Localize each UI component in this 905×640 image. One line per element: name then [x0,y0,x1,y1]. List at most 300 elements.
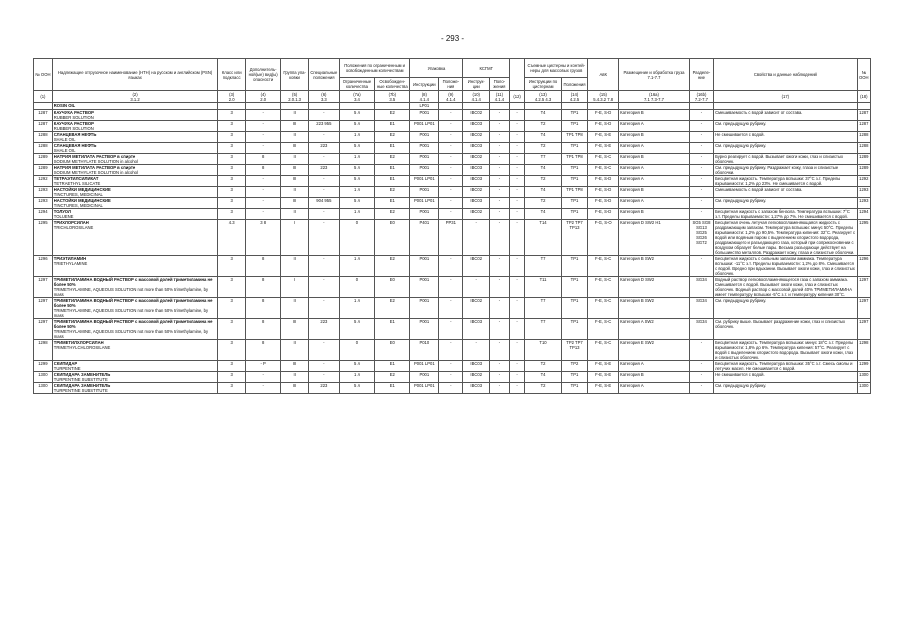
cell-seg: - [689,165,713,176]
cell-name [52,176,218,187]
cell-pg: II [281,110,309,121]
cell-eq: E2 [375,154,410,165]
cell-sp: - [308,154,339,165]
column-number-label: (2) [132,91,138,97]
cell-ibc: IBC02 [463,256,490,277]
cell-seg: - [689,198,713,209]
cell-sp: 223 955 [308,121,339,132]
cell-cls: 4.3 [218,220,246,256]
cell-un2: 1300 [857,383,870,394]
cell-lq: 5 л [339,198,374,209]
cell-eq: E0 [375,340,410,361]
cell-pg: II [281,340,309,361]
cell-prop: Бесцветная очень летучая легковоспламеняющаяся жидкость с раздражающим запахом. Температура вспышки: минус 50°С. Пределы взрываемости: 1,2% до 90,5%. Температура кипения: 32°С. Реагирует с водой или водяным паром с выделением хлористого водорода, раздражающего и разъедающего газа, который при соприкосновении с воздухом образует белые пары. Весьма разъедающе действует на большинство металлов. Раздражает кожу, глаза и слизистые оболочки. [715,220,856,255]
cell-ibc: IBC02 [463,132,490,143]
hdr-ibc-instr: Инструк-ции [463,78,490,91]
cell-c12: - [509,121,524,132]
cell-seg: - [689,143,713,154]
cell-un: 1292 [34,176,53,187]
cell-ti: T4 [525,165,561,176]
cell-lq: 5 л [339,176,374,187]
cell-un: 1289 [34,165,53,176]
cell-ti [525,103,561,110]
column-number [308,91,339,103]
cell-un: 1299 [34,361,53,372]
cell-pg: II [281,209,309,220]
cell-tp: TP1 [561,176,588,187]
cell-eq: E1 [375,165,410,176]
cell-sub: - [245,198,280,209]
cell-pi: LP01 [410,103,439,110]
cell-lq: 1 л [339,132,374,143]
name-english: TURPENTINE [53,366,81,371]
cell-sub: - [245,176,280,187]
cell-un: 1287 [34,110,53,121]
cell-sp: - [308,132,339,143]
cell-ti: T7 [525,319,561,340]
cell-un2: 1287 [857,110,870,121]
cell-seg: - [689,132,713,143]
cell-prop: См. предыдущую рубрику. [714,143,858,154]
cell-sub: 8 [245,340,280,361]
cell-pg: I [281,277,309,298]
cell-un2: 1293 [857,187,870,198]
cell-cls: 3 [218,154,246,165]
cell-ems: F-E, S-D [588,209,619,220]
cell-cls: 3 [218,176,246,187]
cell-ems [588,103,619,110]
cell-eq: E0 [375,277,410,298]
cell-cls: 3 [218,132,246,143]
cell-eq: E1 [375,143,410,154]
cell-name [52,298,218,319]
cell-pg: III [281,121,309,132]
cell-stow: Категория A [619,361,690,372]
cell-tp: TP1 [561,319,588,340]
cell-stow: Категория B [619,372,690,383]
column-number [245,91,280,103]
cell-cls: 3 [218,187,246,198]
cell-ibc: IBC02 [463,110,490,121]
cell-tp: TP1 TP8 [561,187,588,198]
cell-pi: P001 LP01 [410,361,439,372]
cell-name [52,209,218,220]
table-row [34,176,871,187]
cell-un2: 1288 [857,132,870,143]
hdr-packaging: Упаковка [410,59,463,78]
column-reference: 7.2-7.7 [694,96,708,102]
hdr-stowage: Размещение и обработка груза 7.1-7.7 [619,59,690,91]
name-russian: КАУЧУКА РАСТВОР [53,121,94,126]
cell-name [52,383,218,394]
column-reference: 2.0 [260,96,267,102]
cell-eq: E2 [375,209,410,220]
cell-pp: - [439,298,463,319]
cell-ibp: - [489,121,509,132]
cell-ems: F-E, S-D [588,187,619,198]
cell-sub: - [245,209,280,220]
column-number [34,91,53,103]
cell-c12: - [509,277,524,298]
cell-ti: T11 [525,277,561,298]
column-number-label: (4) [260,91,266,97]
name-russian: ТРИМЕТИЛАМИНА ВОДНЫЙ РАСТВОР с массовой долей триметиламина не более 50% [53,277,213,287]
column-reference: 5.4.3.2 7.8 [593,96,614,102]
cell-ems: F-E, S-C [588,154,619,165]
page-number: - 293 - [440,34,465,43]
cell-ti: T4 [525,372,561,383]
name-russian: СКИПИДАРА ЗАМЕНИТЕЛЬ [53,383,111,388]
hdr-tank-prov: Положения [561,78,588,91]
cell-seg: SG5 SG8 SG13 SG25 SG26 SG72 [689,220,713,256]
cell-seg: - [689,110,713,121]
cell-pg: III [281,165,309,176]
column-number [463,91,490,103]
column-number-label: (7b) [388,91,397,97]
cell-ems: F-E, S-D [588,198,619,209]
cell-pp: - [439,132,463,143]
cell-sub: - [245,187,280,198]
cell-prop: Водный раствор легковоспламеняющегося газа с запахом аммиака. Смешивается с водой. Вызывает ожоги кожи, глаз и слизистых оболочек. Водный раствор с массовой долей 40% ТРИМЕТИЛАМИНА имеет температуру вспышки -5°С з.т. и температуру кипения 30°С. [714,277,858,298]
name-russian: ТРИХЛОРСИЛАН [53,220,89,225]
hdr-ibc: КСГМГ [463,59,509,78]
cell-ti: T2 [525,143,561,154]
name-russian: ТРИМЕТИЛАМИНА ВОДНЫЙ РАСТВОР с массовой долей триметиламина не более 50% [53,319,213,329]
cell-un: 1298 [34,340,53,361]
hdr-un-no: № ООН [34,59,53,91]
table-row [34,154,871,165]
column-reference: 4.1.4 [446,96,456,102]
cell-sub: - [245,132,280,143]
cell-ibp: - [489,277,509,298]
cell-pp: - [439,256,463,277]
cell-un2: 1293 [857,198,870,209]
cell-un: 1297 [34,298,53,319]
cell-ibp: - [489,143,509,154]
cell-stow: Категория B [619,132,690,143]
cell-stow: Категория B [619,187,690,198]
cell-un: 1288 [34,132,53,143]
cell-ti: T10 [525,340,561,361]
cell-un2: 1297 [857,298,870,319]
cell-ibc: IBC03 [463,383,490,394]
cell-lq [339,103,374,110]
cell-tp: TP1 [561,383,588,394]
cell-lq: 5 л [339,143,374,154]
cell-ems: F-E, S-E [588,361,619,372]
table-row [34,198,871,209]
cell-ibp: - [489,198,509,209]
cell-pg: II [281,187,309,198]
cell-ibp: - [489,132,509,143]
cell-ti: T4 [525,187,561,198]
cell-c12: - [509,176,524,187]
table-row [34,103,871,110]
cell-tp: TP1 [561,198,588,209]
cell-un2: 1300 [857,372,870,383]
column-number-label: (5) [292,91,298,97]
cell-ibc: IBC02 [463,154,490,165]
cell-ibp: - [489,383,509,394]
name-english: SHALE OIL [53,148,76,153]
cell-prop: См. рубрику выше. Вызывает раздражение кожи, глаз и слизистых оболочек. [714,319,858,340]
cell-prop: Не смешивается с водой. [714,132,858,143]
name-english: TOLUENE [53,214,74,219]
name-english: TRIETHYLAMINE [53,261,88,266]
name-russian: СЛАНЦЕВАЯ НЕФТЬ [53,143,97,148]
cell-seg: - [689,361,713,372]
cell-c12: - [509,298,524,319]
cell-un2 [857,103,870,110]
cell-pg: III [281,383,309,394]
cell-ems: F-E, S-E [588,383,619,394]
cell-un: 1300 [34,383,53,394]
cell-lq: 1 л [339,372,374,383]
cell-un2: 1297 [857,277,870,298]
cell-ti: T4 [525,209,561,220]
cell-eq: E2 [375,132,410,143]
hdr-add-hazard: Дополнитель-ной(ые) вид(ы) опасности [245,59,280,91]
table-row [34,209,871,220]
cell-cls: 3 [218,165,246,176]
cell-cls: 3 [218,198,246,209]
cell-ibp: - [489,298,509,319]
cell-c12: - [509,256,524,277]
cell-sub: 8 [245,319,280,340]
column-number [561,91,588,103]
cell-ti: T7 [525,256,561,277]
cell-ibp: - [489,154,509,165]
cell-pi: P001 [410,277,439,298]
cell-c12: - [509,154,524,165]
column-number-label: (1) [40,94,46,99]
cell-pg: III [281,361,309,372]
name-russian: НАСТОЙКИ МЕДИЦИНСКИЕ [53,198,111,203]
cell-pi: P001 [410,209,439,220]
table-row [34,165,871,176]
cell-prop: См. предыдущую рубрику. [714,298,858,319]
cell-ems: F-E, S-D [588,110,619,121]
cell-tp: TP2 [561,361,588,372]
column-reference: 2.0 [228,96,235,102]
cell-c12: - [509,187,524,198]
table-row [34,121,871,132]
cell-ibp: - [489,209,509,220]
cell-c12: - [509,110,524,121]
cell-sp: - [308,110,339,121]
column-number [689,91,713,103]
cell-eq: E1 [375,121,410,132]
table-row [34,361,871,372]
cell-ibc: IBC02 [463,209,490,220]
cell-pg: III [281,176,309,187]
cell-ibp: - [489,340,509,361]
name-english: TETRAETHYL SILICATE [53,181,101,186]
hdr-pack-group: Группа упа-ковки [281,59,309,91]
hdr-ibc-prov: Поло-жения [489,78,509,91]
cell-stow: Категория B [619,110,690,121]
cell-un2: 1289 [857,154,870,165]
column-number [588,91,619,103]
cell-sp: - [308,176,339,187]
cell-ibp: - [489,256,509,277]
cell-ti: T2 [525,176,561,187]
cell-seg: SG34 [689,298,713,319]
cell-cls: 3 [218,319,246,340]
cell-lq: 5 л [339,121,374,132]
hdr-class: Класс или подкласс [218,59,246,91]
cell-eq: E2 [375,187,410,198]
cell-ibc: IBC03 [463,361,490,372]
cell-lq: 1 л [339,209,374,220]
cell-tp: TP1 [561,298,588,319]
cell-pp: - [439,340,463,361]
cell-ti: T4 [525,132,561,143]
cell-ibp: - [489,361,509,372]
cell-sub: - P [245,361,280,372]
cell-name [52,361,218,372]
cell-name [52,103,218,110]
cell-tp: TP1 [561,143,588,154]
name-russian: ТРИМЕТИЛАМИНА ВОДНЫЙ РАСТВОР с массовой долей триметиламина не более 50% [53,298,213,308]
column-number [489,91,509,103]
cell-sub: 3 8 [245,220,280,256]
cell-ems: F-E, S-C [588,165,619,176]
column-number-row [34,91,871,103]
cell-eq: E2 [375,298,410,319]
column-number-label: (9) [448,91,454,97]
cell-pg: II [281,154,309,165]
cell-prop: См. предыдущую рубрику. [714,121,858,132]
cell-eq: E2 [375,372,410,383]
table-row [34,110,871,121]
cell-pp: - [439,110,463,121]
name-english: RUBBER SOLUTION [53,126,94,131]
cell-sub: 8 [245,256,280,277]
cell-eq: E2 [375,110,410,121]
cell-un: 1293 [34,187,53,198]
name-russian: ТРИЭТИЛАМИН [53,256,87,261]
cell-ems: F-E, S-C [588,340,619,361]
column-reference: 3.3 [320,96,327,102]
column-number [439,91,463,103]
cell-pi: P001 LP01 [410,121,439,132]
cell-stow: Категория A [619,165,690,176]
cell-sp: - [308,340,339,361]
cell-eq [375,103,410,110]
cell-ems: F-E, S-C [588,256,619,277]
cell-ibc: - [463,277,490,298]
hdr-pack-prov: Положе-ния [439,78,463,91]
cell-pp: - [439,209,463,220]
cell-stow: Категория B [619,209,690,220]
column-number-label: (16b) [696,91,707,97]
cell-prop: Бесцветная жидкость. Температура вспышки: 37°С з.т. Пределы взрываемости: 1,2% до 23%. Не смешивается с водой. [714,176,858,187]
cell-un: 1300 [34,372,53,383]
cell-seg: - [689,176,713,187]
cell-tp: TP1 [561,209,588,220]
cell-ibc: IBC03 [463,121,490,132]
cell-lq: 5 л [339,165,374,176]
cell-cls: 3 [218,372,246,383]
name-russian: СКИПИДАР [53,361,78,366]
name-russian: ТОЛУОЛ [53,209,71,214]
cell-sp [308,103,339,110]
cell-pp: - [439,154,463,165]
cell-pg: III [281,198,309,209]
cell-un2: 1287 [857,121,870,132]
cell-pp [439,103,463,110]
cell-stow: Категория A [619,176,690,187]
cell-ti: T2 [525,121,561,132]
cell-ibp: - [489,187,509,198]
cell-c12: - [509,220,524,256]
cell-tp: TP1 TP8 [561,132,588,143]
table-row [34,277,871,298]
name-english: SHALE OIL [53,137,76,142]
dangerous-goods-table [33,58,871,394]
cell-pg: II [281,372,309,383]
cell-pp: - [439,176,463,187]
cell-ibc: - [463,220,490,256]
name-english: TINCTURES, MEDICINAL [53,203,103,208]
column-number [218,91,246,103]
column-number-label: (13) [539,91,547,97]
cell-cls [218,103,246,110]
name-english: TRICHLOROSILANE [53,225,94,230]
cell-pi: P001 [410,256,439,277]
column-number [619,91,690,103]
name-english: TRIMETHYLCHLOROSILANE [53,345,111,350]
column-number [714,91,858,103]
column-number [52,91,218,103]
cell-sp: - [308,256,339,277]
cell-ibc: - [463,340,490,361]
hdr-ems: АвК [588,59,619,91]
cell-seg: - [689,340,713,361]
cell-prop: Бесцветная жидкость с запахом бензола. Температура вспышки: 7°С з.т. Пределы взрываемости: 1,27% до 7%. Не смешивается с водой. [714,209,858,220]
cell-pi: P010 [410,340,439,361]
hdr-limited: Ограниченные количества [339,78,374,91]
table-row [34,340,871,361]
column-number-label: (16a) [649,91,659,97]
cell-pp: - [439,198,463,209]
cell-tp: TP1 [561,277,588,298]
cell-ems: F-E, S-D [588,176,619,187]
cell-c12: - [509,361,524,372]
cell-stow: Категория A [619,198,690,209]
cell-c12: - [509,340,524,361]
cell-un2: 1297 [857,319,870,340]
table-row [34,256,871,277]
cell-lq: 0 [339,340,374,361]
cell-stow: Категория B [619,154,690,165]
column-number-label: (10) [472,91,480,97]
cell-pg: III [281,143,309,154]
cell-prop: См. предыдущую рубрику. Раздражает кожу, глаза и слизистые оболочки. [714,165,858,176]
cell-lq: 0 [339,277,374,298]
column-number-label: (11) [495,91,503,97]
cell-pp: PP31 [439,220,463,256]
table-body [34,103,871,394]
cell-prop: Бесцветная жидкость. Температура вспышки: минус 18°С з.т. Пределы взрываемости: 1,8% до 6%. Температура кипения: 57°С. Реагирует с водой с выделением хлористого водорода. Вызывает ожоги кожи, глаз и слизистых оболочек. [714,340,858,361]
hdr-pack-instr: Инструкции [410,78,439,91]
name-english: TURPENTINE SUBSTITUTE [53,388,108,393]
hdr-excepted: Освобожден-ные количества [375,78,410,91]
cell-name [52,256,218,277]
cell-pg: III [281,319,309,340]
name-russian: СЛАНЦЕВАЯ НЕФТЬ [53,132,97,137]
